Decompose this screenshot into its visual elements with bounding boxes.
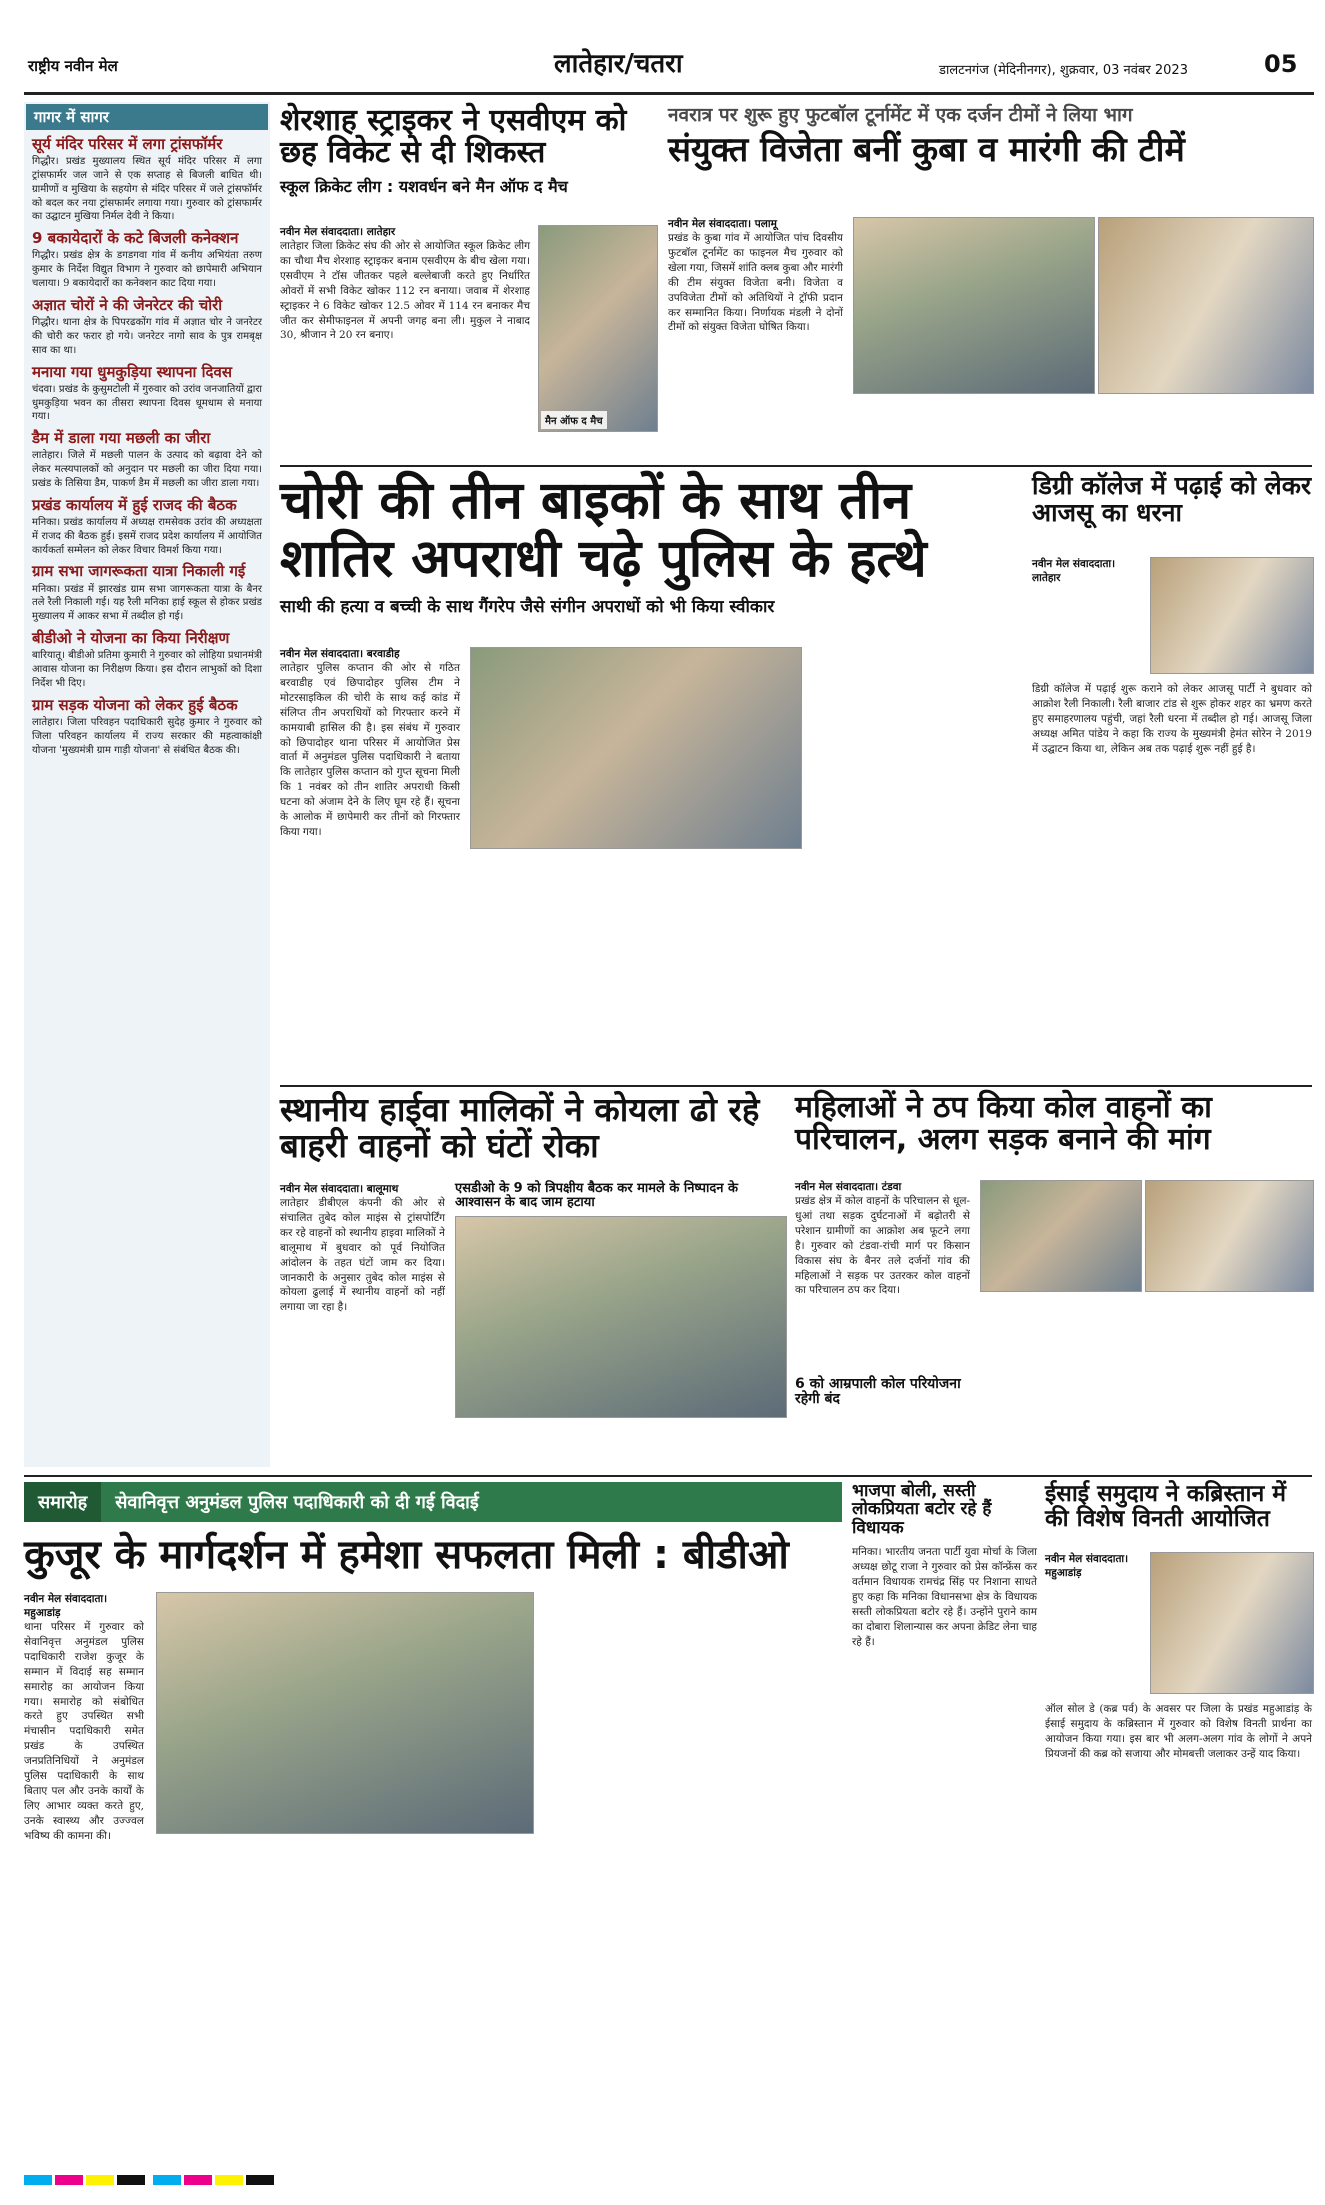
story-photo: [538, 225, 658, 432]
brief-item: [32, 297, 262, 358]
divider: [280, 465, 1312, 467]
story-body: प्रखंड क्षेत्र में कोल वाहनों के परिचालन से धूल-धुआं तथा सड़क दुर्घटनाओं में बढ़ोतरी से परेशान ग्रामीणों का आक्रोश अब फूटने लगा है। गुरुवार को टंडवा-रांची मार्ग पर किसान विकास संघ के बैनर तले दर्जनों गांव की महिलाओं ने सड़क पर उतरकर कोल वाहनों का परिचालन ठप कर दिया।: [795, 1195, 970, 1297]
story-photo: [156, 1592, 534, 1834]
brief-body: लातेहार। जिला परिवहन पदाधिकारी सुदेह कुमार ने गुरुवार को जिला परिवहन कार्यालय में राज्य सरकार की महत्वाकांक्षी योजना 'मुख्यमंत्री ग्राम गाड़ी योजना' से संबंधित बैठक की।: [32, 716, 262, 756]
story-photo: [980, 1180, 1142, 1292]
brief-body: मनिका। प्रखंड में झारखंड ग्राम सभा जागरूकता यात्रा के बैनर तले रैली निकाली गई। यह रैली मनिका हाई स्कूल से होकर प्रखंड मुख्यालय में आकर सभा में तब्दील हो गई।: [32, 583, 262, 623]
banner-text: सेवानिवृत्त अनुमंडल पुलिस पदाधिकारी को दी गई विदाई: [115, 1492, 479, 1513]
story-headline: शेरशाह स्ट्राइकर ने एसवीएम को छह विकेट से दी शिकस्त: [280, 103, 627, 171]
story-body: थाना परिसर में गुरुवार को सेवानिवृत्त अनुमंडल पुलिस पदाधिकारी राजेश कुजूर के सम्मान में विदाई सह सम्मान समारोह का आयोजन किया गया। समारोह को संबोधित करते हुए उपस्थित सभी मंचासीन पदाधिकारी समेत प्रखंड के उपस्थित जनप्रतिनिधियों ने अनुमंडल पुलिस पदाधिकारी के साथ बिताए पल और उनके कार्यों के लिए आभार व्यक्त करते हुए, उनके स्वास्थ्य और उज्ज्वल भविष्य की कामना की।: [24, 1621, 144, 1842]
story-body: लातेहार डीबीएल कंपनी की ओर से संचालित तुबेद कोल माइंस से ट्रांसपोर्टिंग कर रहे वाहनों को स्थानीय हाइवा मालिकों ने बालूमाथ में बुधवार को पूर्व नियोजित आंदोलन के तहत घंटों जाम कर दिया। जानकारी के अनुसार तुबेद कोल माइंस से कोयला ढुलाई में स्थानीय वाहनों को नहीं लगाया जा रहा है।: [280, 1197, 445, 1314]
story-photo: [1098, 217, 1314, 394]
brief-title: डैम में डाला गया मछली का जीरा: [32, 429, 211, 448]
story-photo: [1150, 1552, 1314, 1694]
story-body: डिग्री कॉलेज में पढ़ाई शुरू कराने को लेकर आजसू पार्टी ने बुधवार को आक्रोश रैली निकाली। रैली बाजार टांड से शुरू होकर शहर का भ्रमण करते हुए समाहरणालय पहुंची, जहां रैली धरना में तब्दील हो गई। आजसू जिला अध्यक्ष अमित पांडेय ने कहा कि राज्य के मुख्यमंत्री हेमंत सोरेन ने 2019 में उद्घाटन किया था, लेकिन अब तक पढ़ाई शुरू नहीं हुई है।: [1032, 683, 1312, 755]
brief-title: बीडीओ ने योजना का किया निरीक्षण: [32, 629, 230, 648]
story-subhead: साथी की हत्या व बच्ची के साथ गैंगरेप जैसे संगीन अपराधों को भी किया स्वीकार: [280, 597, 775, 618]
brief-item: [32, 497, 262, 558]
photo-caption: एसडीओ के 9 को त्रिपक्षीय बैठक कर मामले के निष्पादन के आश्वासन के बाद जाम हटाया: [455, 1181, 738, 1211]
brief-body: गिद्धौर। थाना क्षेत्र के पिपरढकोंग गांव में अज्ञात चोर ने जनरेटर की चोरी कर फरार हो गये। जनरेटर नागो साव के पुत्र रामबृक्ष साव का था।: [32, 317, 262, 356]
brief-item: [32, 697, 262, 758]
story-byline: नवीन मेल संवाददाता। बालूमाथ: [280, 1183, 399, 1195]
story-football: [668, 105, 1312, 460]
sidebar-banner: गागर में सागर: [26, 104, 268, 130]
story-headline: संयुक्त विजेता बनीं कुबा व मारंगी की टीमें: [668, 129, 1185, 170]
masthead-rule: [24, 92, 1314, 95]
story-headline: स्थानीय हाईवा मालिकों ने कोयला ढो रहे बाहरी वाहनों को घंटों रोका: [280, 1090, 760, 1165]
divider: [24, 1475, 1312, 1477]
brief-body: गिद्धौर। प्रखंड क्षेत्र के डगडगवा गांव में कनीय अभियंता तरुण कुमार के निर्देश विद्युत विभाग ने गुरुवार को छापेमारी अभियान चलाया। 9 बकायेदारों का कनेक्शन काट दिया गया।: [32, 250, 262, 290]
story-photo: [470, 647, 802, 849]
story-bjp: [852, 1482, 1037, 2142]
story-retirement: [24, 1482, 842, 2142]
dateline: डालटनगंज (मेदिनीनगर), शुक्रवार, 03 नवंबर 2023: [939, 63, 1188, 78]
brief-item: [32, 364, 262, 425]
story-headline: महिलाओं ने ठप किया कोल वाहनों का परिचालन, अलग सड़क बनाने की मांग: [795, 1090, 1212, 1158]
story-byline: नवीन मेल संवाददाता। बरवाडीह: [280, 648, 400, 660]
brief-body: लातेहार। जिले में मछली पालन के उत्पाद को बढ़ावा देने को लेकर मत्स्यपालकों को अनुदान पर मछली का जीरा दिया गया। प्रखंड के तिसिया डैम, पाकर्ण डैम में मछली का जीरा डाला गया।: [32, 450, 262, 489]
story-byline: नवीन मेल संवाददाता। महुआडांड़: [24, 1593, 108, 1619]
page-number: 05: [1264, 50, 1298, 78]
story-headline: कुजूर के मार्गदर्शन में हमेशा सफलता मिली : बीडीओ: [24, 1532, 789, 1578]
story-body: मनिका। भारतीय जनता पार्टी युवा मोर्चा के जिला अध्यक्ष छोटू राजा ने गुरुवार को प्रेस कॉन्फ्रेंस कर वर्तमान विधायक रामचंद्र सिंह पर निशाना साधते हुए कहा कि मनिका विधानसभा क्षेत्र के विधायक सस्ती लोकप्रियता बटोर रहे हैं। उन्होंने पुराने काम का दोबारा शिलान्यास कर अपना क्रेडिट लेना चाह रहे हैं।: [852, 1546, 1037, 1648]
brief-body: मनिका। प्रखंड कार्यालय में अध्यक्ष रामसेवक उरांव की अध्यक्षता में राजद की बैठक हुई। इसमें राजद प्रदेश कार्यालय में आयोजित कार्यकर्ता सम्मेलन को लेकर विचार विमर्श किया गया।: [32, 517, 262, 556]
story-subhead: स्कूल क्रिकेट लीग : यशवर्धन बने मैन ऑफ द मैच: [280, 176, 568, 196]
brief-title: मनाया गया धुमकुड़िया स्थापना दिवस: [32, 362, 232, 381]
event-banner: [24, 1482, 842, 1522]
brief-item: [32, 430, 262, 491]
brief-body: चंदवा। प्रखंड के कुसुमटोली में गुरुवार को उरांव जनजातियों द्वारा धुमकुड़िया भवन का तीसरा स्थापना दिवस धूमधाम से मनाया गया।: [32, 383, 262, 423]
story-body: लातेहार जिला क्रिकेट संघ की ओर से आयोजित स्कूल क्रिकेट लीग का चौथा मैच शेरशाह स्ट्राइकर बनाम एसवीएम के बीच खेला गया। एसवीएम ने टॉस जीतकर पहले बल्लेबाजी करते हुए निर्धारित ओवरों में सभी विकेट खोकर 112 रन बनाया। जवाब में शेरशाह स्ट्राइकर ने 6 विकेट खोकर 12.5 ओवर में 114 रन बनाकर मैच जीत कर सेमीफाइनल में अपनी जगह बना ली। मुकुल ने नाबाद 30, श्रीजान ने 20 रन बनाए।: [280, 240, 530, 342]
brief-item: [32, 630, 262, 691]
story-bike-theft: [280, 472, 1024, 1082]
masthead: [24, 10, 1314, 100]
story-byline: नवीन मेल संवाददाता। लातेहार: [280, 226, 396, 238]
story-cemetery-prayer: [1045, 1482, 1312, 2142]
story-photo: [853, 217, 1095, 394]
story-kicker: नवरात्र पर शुरू हुए फुटबॉल टूर्नामेंट में एक दर्जन टीमों ने लिया भाग: [668, 104, 1133, 126]
story-byline: नवीन मेल संवाददाता। लातेहार: [1032, 558, 1116, 584]
brief-body: बारियातू। बीडीओ प्रतिमा कुमारी ने गुरुवार को लोहिया प्रधानमंत्री आवास योजना का निरीक्षण किया। इस दौरान लाभुकों को दिशा निर्देश भी दिए।: [32, 650, 262, 689]
story-headline: चोरी की तीन बाइकों के साथ तीन शातिर अपराधी चढ़े पुलिस के हत्थे: [280, 471, 927, 590]
brief-body: गिद्धौर। प्रखंड मुख्यालय स्थित सूर्य मंदिर परिसर में लगा ट्रांसफार्मर जल जाने से एक सप्ताह से बिजली बाधित थी। ग्रामीणों व मुखिया के सहयोग से मंदिर परिसर में जले ट्रांसफॉर्मर को बदल कर नया ट्रांसफार्मर लगाया गया। गुरुवार को ट्रांसफार्मर का उद्घाटन मुखिया निर्मल देवी ने किया।: [32, 156, 262, 223]
story-women-coal: [795, 1092, 1312, 1467]
section-title: लातेहार/चतरा: [554, 49, 683, 79]
story-byline: नवीन मेल संवाददाता। पलामू: [668, 218, 777, 230]
paper-name: राष्ट्रीय नवीन मेल: [28, 57, 118, 75]
sidebar-briefs: [24, 102, 270, 1467]
story-photo: [455, 1216, 787, 1418]
story-headline: ईसाई समुदाय ने कब्रिस्तान में की विशेष विनती आयोजित: [1045, 1481, 1286, 1532]
brief-title: ग्राम सभा जागरूकता यात्रा निकाली गई: [32, 562, 246, 581]
story-photo: [1145, 1180, 1314, 1292]
story-headline: भाजपा बोली, सस्ती लोकप्रियता बटोर रहे हैं विधायक: [852, 1481, 992, 1538]
brief-title: सूर्य मंदिर परिसर में लगा ट्रांसफॉर्मर: [32, 135, 223, 153]
story-college-protest: [1032, 472, 1312, 1072]
divider: [280, 1085, 1312, 1087]
brief-title: ग्राम सड़क योजना को लेकर हुई बैठक: [32, 695, 238, 714]
story-byline: नवीन मेल संवाददाता। महुआडांड़: [1045, 1553, 1129, 1579]
story-hywa-blockade: [280, 1092, 785, 1467]
story-cricket: [280, 105, 656, 460]
story-body: ऑल सोल डे (कब्र पर्व) के अवसर पर जिला के प्रखंड महुआडांड़ के ईसाई समुदाय के कब्रिस्तान में गुरुवार को विशेष विनती प्रार्थना का आयोजन किया गया। इस बार भी अलग-अलग गांव के लोगों ने अपने प्रियजनों की कब्र को सजाया और मोमबत्ती जलाकर उन्हें याद किया।: [1045, 1703, 1312, 1760]
brief-title: 9 बकायेदारों के कटे बिजली कनेक्शन: [32, 229, 239, 248]
story-headline: डिग्री कॉलेज में पढ़ाई को लेकर आजसू का धरना: [1032, 471, 1312, 527]
brief-title: अज्ञात चोरों ने की जेनरेटर की चोरी: [32, 295, 223, 314]
story-body: प्रखंड के कुबा गांव में आयोजित पांच दिवसीय फुटबॉल टूर्नामेंट का फाइनल मैच गुरुवार को खेला गया, जिसमें शांति क्लब कुबा और मारंगी की टीम संयुक्त विजेता बनी। विजेता व उपविजेता टीमों को अतिथियों ने ट्रॉफी प्रदान कर सम्मानित किया। निर्णायक मंडली ने दोनों टीमों को संयुक्त विजेता घोषित किया।: [668, 232, 843, 334]
brief-title: प्रखंड कार्यालय में हुई राजद की बैठक: [32, 495, 237, 514]
brief-item: [32, 136, 262, 224]
story-photo: [1150, 557, 1314, 674]
brief-item: [32, 230, 262, 291]
banner-label: समारोह: [24, 1482, 101, 1522]
print-registration-strip: [24, 2170, 1312, 2184]
brief-item: [32, 563, 262, 624]
story-subhead: 6 को आम्रपाली कोल परियोजना रहेगी बंद: [795, 1376, 961, 1408]
story-byline: नवीन मेल संवाददाता। टंडवा: [795, 1181, 902, 1193]
photo-caption: मैन ऑफ द मैच: [541, 411, 607, 429]
story-body: लातेहार पुलिस कप्तान की ओर से गठित बरवाडीह एवं छिपादोहर पुलिस टीम ने मोटरसाइकिल की चोरी के साथ कई कांड में संलिप्त तीन अपराधियों को गिरफ्तार करने में कामयाबी हासिल की है। इस संबंध में गुरुवार को छिपादोहर थाना परिसर में आयोजित प्रेस वार्ता में अनुमंडल पुलिस पदाधिकारी ने बताया कि लातेहार पुलिस कप्तान को गुप्त सूचना मिली कि 1 नवंबर को तीन शातिर अपराधी किसी घटना को अंजाम देने के लिए घूम रहे हैं। सूचना के आलोक में छापेमारी कर तीनों को गिरफ्तार किया गया।: [280, 662, 460, 838]
